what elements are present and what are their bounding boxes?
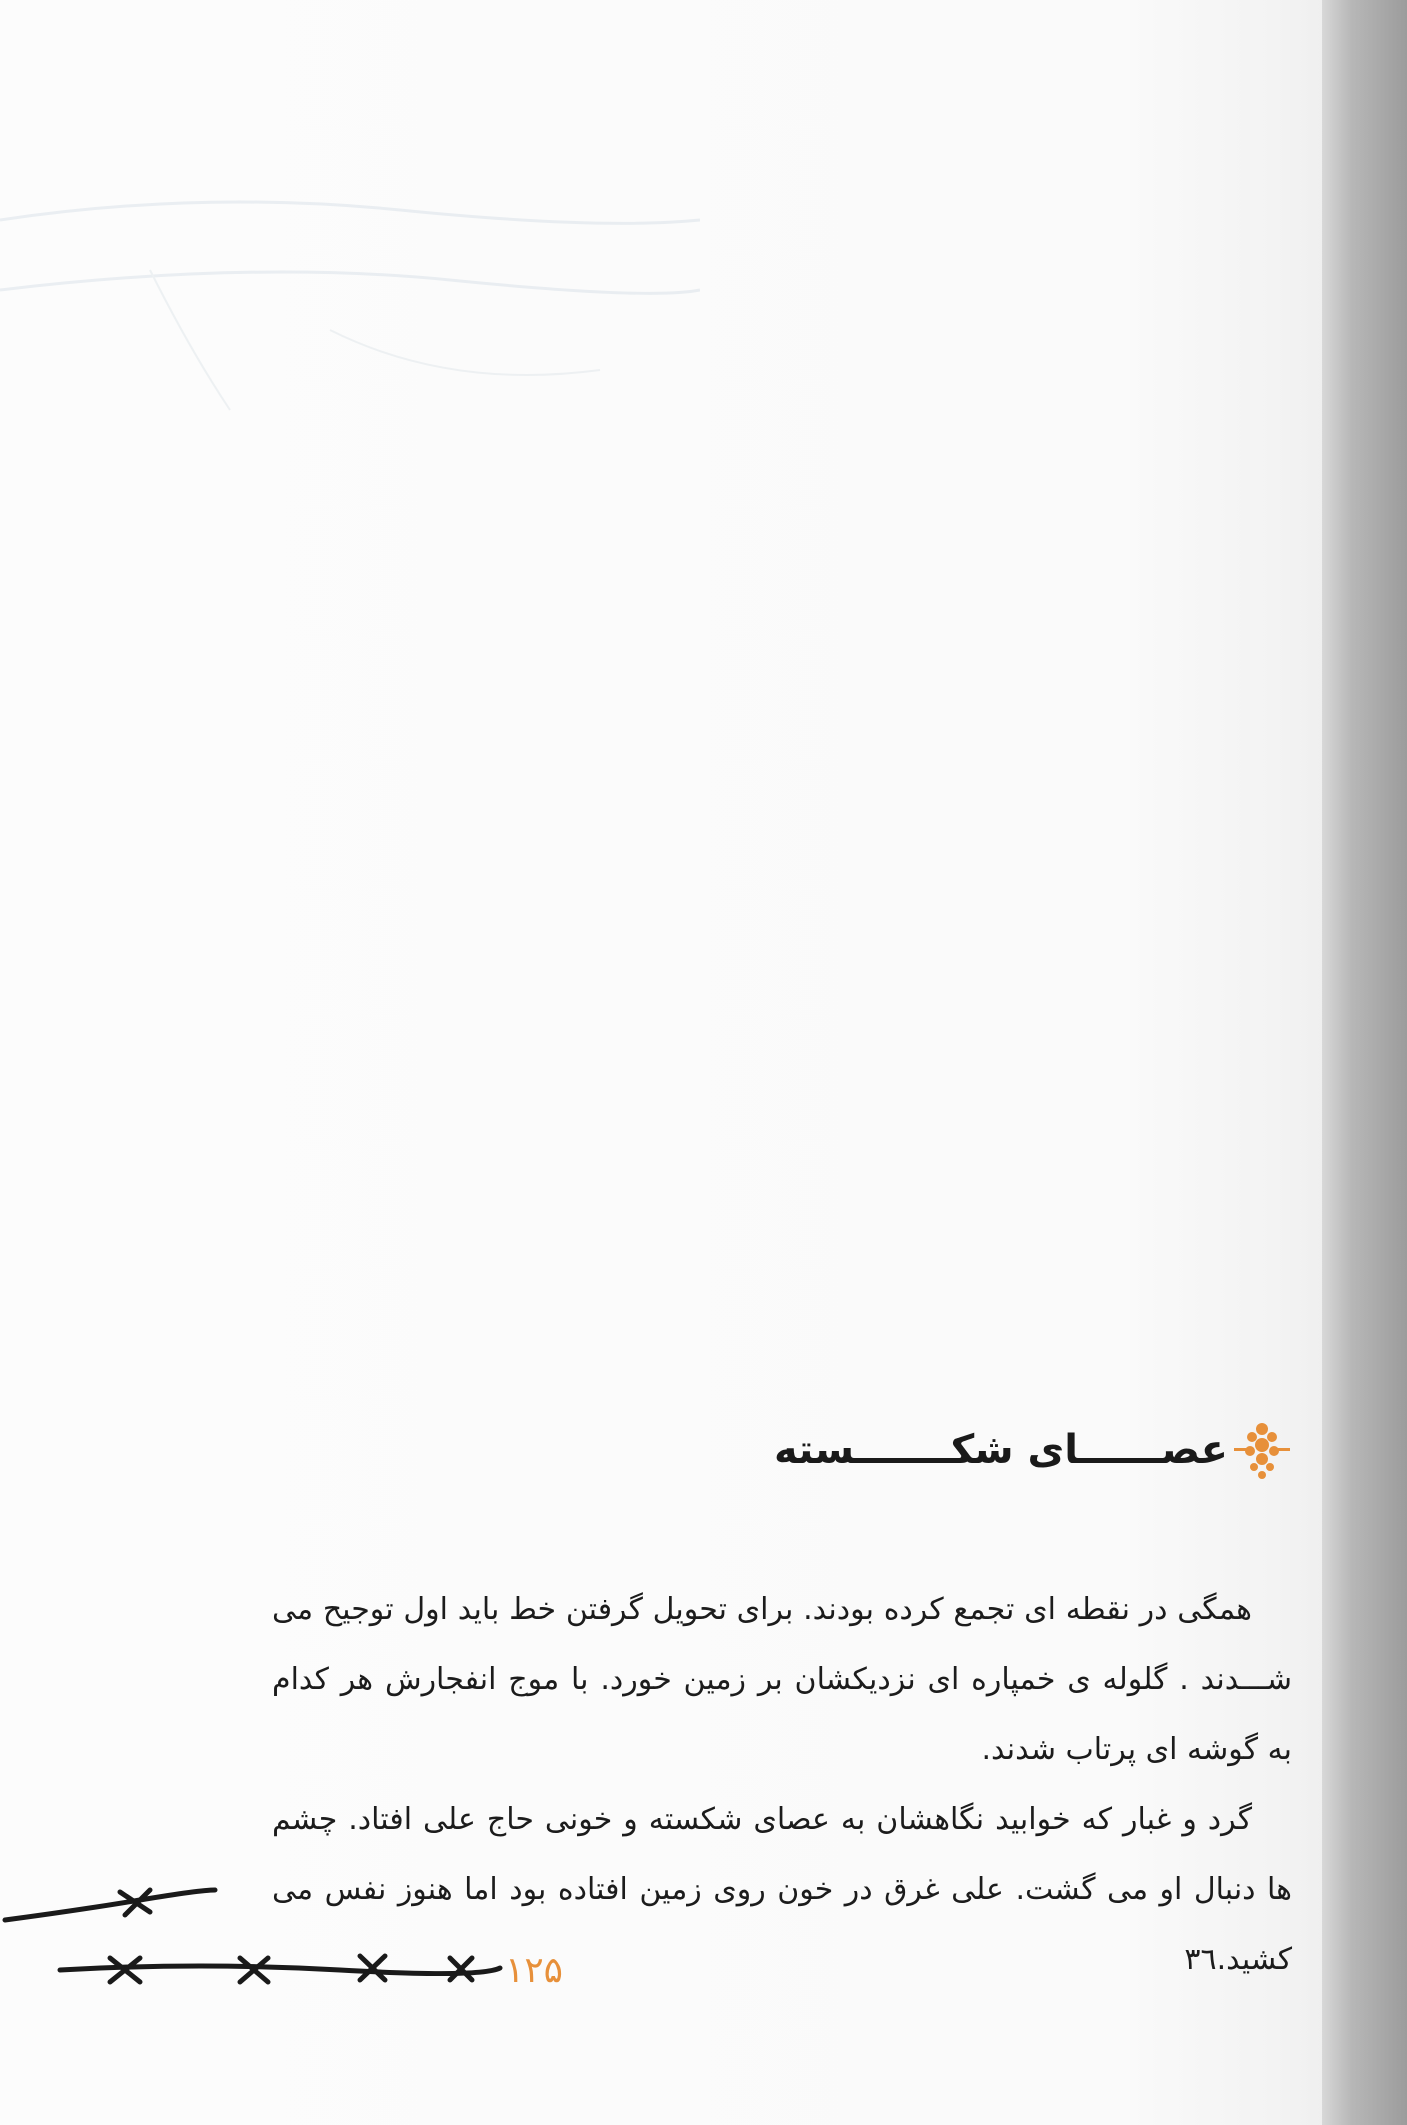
page-number: ۱۲۵ <box>505 1950 564 1991</box>
chapter-heading <box>774 1415 1292 1485</box>
bleed-through-sketch <box>0 150 700 450</box>
floral-ornament-icon <box>1232 1415 1292 1485</box>
chapter-title: عصــــــای شکـــــــسته <box>774 1427 1228 1473</box>
book-spine-shadow <box>1322 0 1407 2125</box>
paragraph: گرد و غبار که خوابید نگاهشان به عصای شکسته و خونی حاج علی افتاد. چشم ها دنبال او می گشت. علی غرق در خون روی زمین افتاده بود اما هنوز نفس می کشید.۳٦ <box>272 1802 1292 1977</box>
paragraph: همگی در نقطه ای تجمع کرده بودند. برای تحویل گرفتن خط باید اول توجیح می شـــدند . گلوله ی خمپاره ای نزدیکشان بر زمین خورد. با موج انفجارش هر کدام به گوشه ای پرتاب شدند. <box>272 1592 1292 1767</box>
